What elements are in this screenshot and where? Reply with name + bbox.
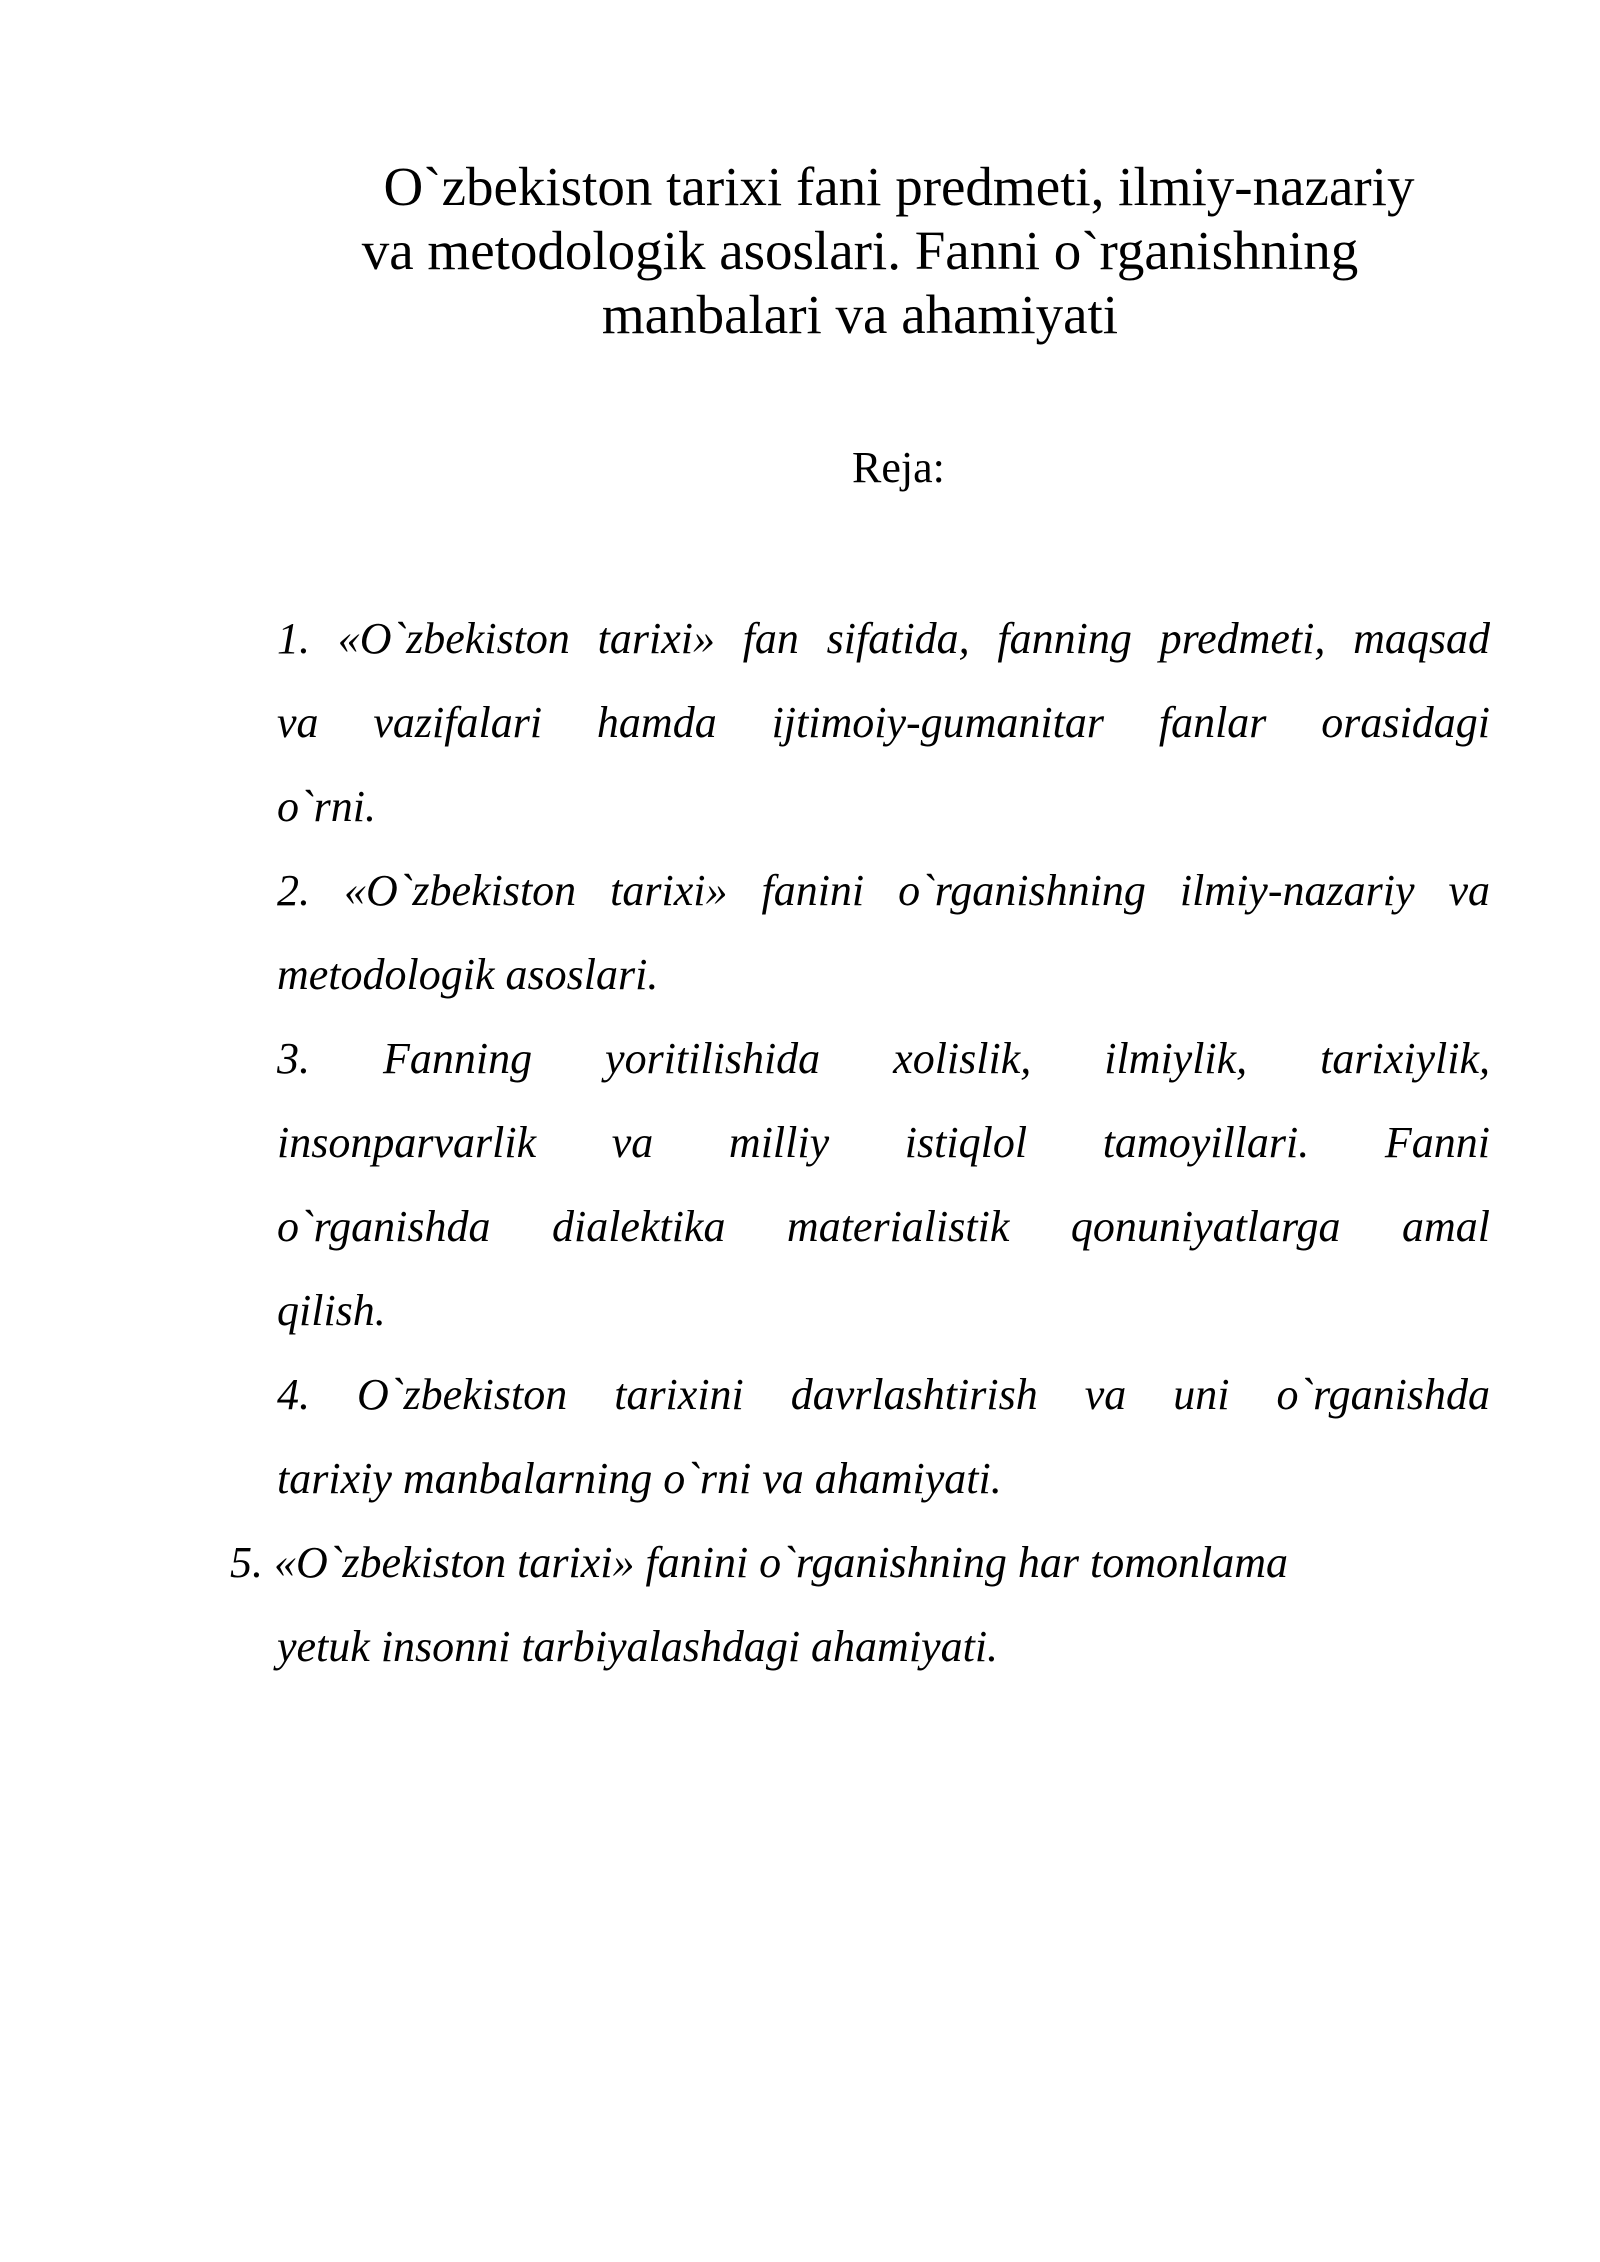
plan-item-line: metodologik asoslari. bbox=[277, 950, 659, 999]
plan-item-line: 2. «O`zbekiston tarixi» fanini o`rganishning ilmiy-nazariy va bbox=[277, 866, 1490, 915]
title-line: manbalari va ahamiyati bbox=[601, 284, 1119, 345]
plan-item-line: va vazifalari hamda ijtimoiy-gumanitar fanlar orasidagi bbox=[277, 698, 1490, 747]
plan-item-3 bbox=[277, 1017, 1490, 1353]
plan-item-line: qilish. bbox=[277, 1286, 386, 1335]
plan-item-line: tarixiy manbalarning o`rni va ahamiyati. bbox=[277, 1454, 1002, 1503]
plan-item-line: 3. Fanning yoritilishida xolislik, ilmiylik, tarixiylik, bbox=[277, 1034, 1490, 1083]
plan-item-line: yetuk insonni tarbiyalashdagi ahamiyati. bbox=[277, 1622, 999, 1671]
plan-heading: Reja: bbox=[852, 443, 945, 492]
title-line: va metodologik asoslari. Fanni o`rganishning bbox=[361, 220, 1359, 281]
plan-item-line: 5. «O`zbekiston tarixi» fanini o`rganishning har tomonlama bbox=[230, 1538, 1289, 1587]
document-title bbox=[260, 155, 1460, 347]
plan-item-line: o`rni. bbox=[277, 782, 376, 831]
plan-item-line: 1. «O`zbekiston tarixi» fan sifatida, fanning predmeti, maqsad bbox=[277, 614, 1490, 663]
plan-item-line: o`rganishda dialektika materialistik qonuniyatlarga amal bbox=[277, 1202, 1490, 1251]
plan-item-5 bbox=[230, 1521, 1490, 1689]
plan-item-line: insonparvarlik va milliy istiqlol tamoyillari. Fanni bbox=[277, 1118, 1490, 1167]
title-line: O`zbekiston tarixi fani predmeti, ilmiy-nazariy bbox=[383, 156, 1415, 217]
plan-item-1 bbox=[277, 597, 1490, 849]
plan-item-2 bbox=[277, 849, 1490, 1017]
plan-item-4 bbox=[277, 1353, 1490, 1521]
plan-item-line: 4. O`zbekiston tarixini davrlashtirish va uni o`rganishda bbox=[277, 1370, 1490, 1419]
